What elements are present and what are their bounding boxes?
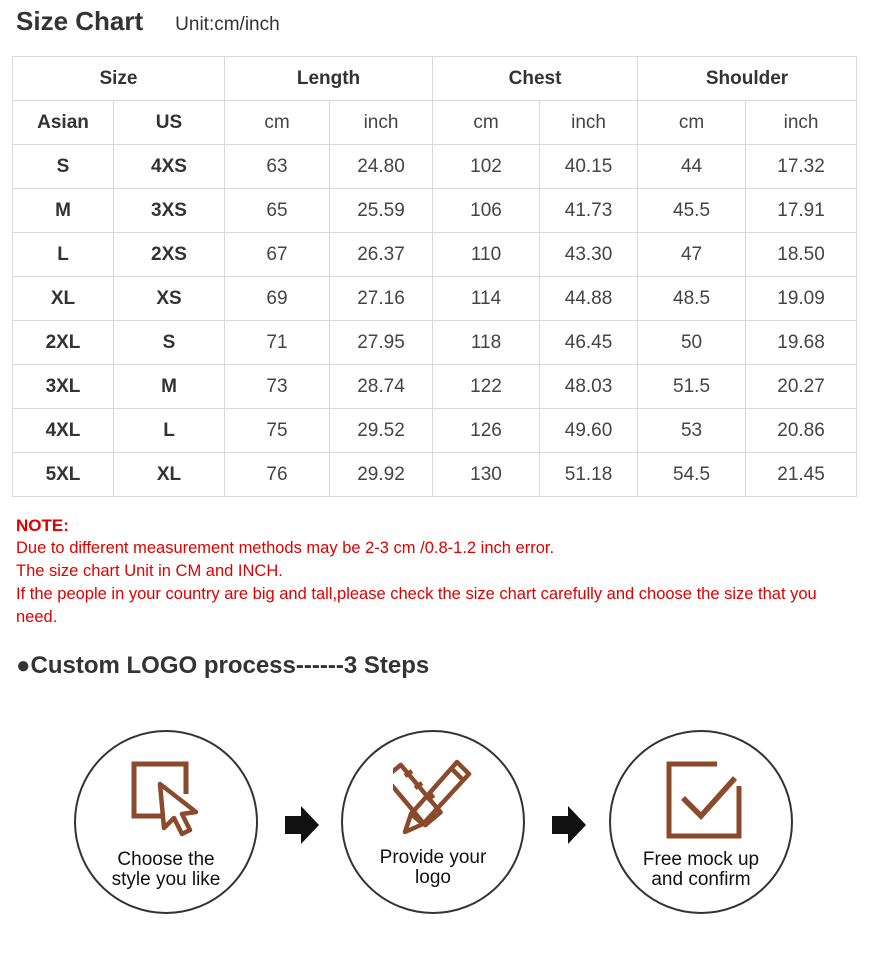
table-cell: L xyxy=(13,233,114,277)
table-cell: 53 xyxy=(638,409,746,453)
table-row xyxy=(13,409,857,453)
table-cell: 50 xyxy=(638,321,746,365)
table-cell: 130 xyxy=(433,453,540,497)
table-cell: S xyxy=(13,145,114,189)
table-cell: 118 xyxy=(433,321,540,365)
table-cell: 114 xyxy=(433,277,540,321)
table-cell: 47 xyxy=(638,233,746,277)
table-cell: 65 xyxy=(225,189,330,233)
header-chest: Chest xyxy=(433,57,638,101)
pencil-ruler-icon xyxy=(393,754,477,842)
table-cell: 41.73 xyxy=(540,189,638,233)
header-shoulder: Shoulder xyxy=(638,57,857,101)
table-cell: 67 xyxy=(225,233,330,277)
table-cell: 20.27 xyxy=(746,365,857,409)
table-cell: 26.37 xyxy=(330,233,433,277)
header-size: Size xyxy=(13,57,225,101)
step-1-label-line1: Choose the xyxy=(117,849,215,870)
step-3-label-line2: and confirm xyxy=(651,869,751,890)
table-cell: 46.45 xyxy=(540,321,638,365)
table-cell: XS xyxy=(114,277,225,321)
table-cell: 3XS xyxy=(114,189,225,233)
table-cell: 19.68 xyxy=(746,321,857,365)
note-line: Due to different measurement methods may be 2-3 cm /0.8-1.2 inch error. xyxy=(16,539,555,557)
table-cell: 40.15 xyxy=(540,145,638,189)
table-cell: 17.91 xyxy=(746,189,857,233)
header xyxy=(16,6,280,37)
step-1-label-line2: style you like xyxy=(111,869,221,890)
table-row xyxy=(13,321,857,365)
step-3-label-line1: Free mock up xyxy=(642,849,760,870)
table-cell: L xyxy=(114,409,225,453)
sub-header-length-cm: cm xyxy=(225,101,330,145)
table-cell: 4XL xyxy=(13,409,114,453)
table-cell: 2XS xyxy=(114,233,225,277)
table-cell: 126 xyxy=(433,409,540,453)
note-title: NOTE: xyxy=(16,516,69,535)
step-3-circle xyxy=(609,730,793,914)
sub-header-chest-cm: cm xyxy=(433,101,540,145)
table-cell: M xyxy=(114,365,225,409)
table-cell: 29.52 xyxy=(330,409,433,453)
note-block xyxy=(16,514,861,629)
sub-header-row xyxy=(13,101,857,145)
note-line: The size chart Unit in CM and INCH. xyxy=(16,562,283,580)
table-cell: 122 xyxy=(433,365,540,409)
step-2-label-line1: Provide your xyxy=(379,847,487,868)
checkbox-icon xyxy=(663,758,747,842)
table-cell: XL xyxy=(13,277,114,321)
cursor-click-icon xyxy=(124,758,208,842)
table-cell: 106 xyxy=(433,189,540,233)
table-row xyxy=(13,277,857,321)
table-cell: 17.32 xyxy=(746,145,857,189)
table-row xyxy=(13,365,857,409)
process-title: ●Custom LOGO process------3 Steps xyxy=(16,652,430,679)
table-row xyxy=(13,453,857,497)
table-cell: 54.5 xyxy=(638,453,746,497)
table-cell: 27.95 xyxy=(330,321,433,365)
table-cell: 73 xyxy=(225,365,330,409)
table-cell: 2XL xyxy=(13,321,114,365)
step-2-label-line2: logo xyxy=(415,867,451,888)
table-cell: 48.03 xyxy=(540,365,638,409)
table-body xyxy=(13,145,857,497)
table-cell: 25.59 xyxy=(330,189,433,233)
step-2-circle xyxy=(341,730,525,914)
table-row xyxy=(13,145,857,189)
table-cell: 24.80 xyxy=(330,145,433,189)
table-cell: 29.92 xyxy=(330,453,433,497)
group-header-row xyxy=(13,57,857,101)
table-cell: XL xyxy=(114,453,225,497)
table-cell: 45.5 xyxy=(638,189,746,233)
table-cell: 44.88 xyxy=(540,277,638,321)
table-cell: 27.16 xyxy=(330,277,433,321)
table-cell: 44 xyxy=(638,145,746,189)
note-line: If the people in your country are big and tall,please check the size chart carefully and choose the size that you need. xyxy=(16,585,817,626)
table-cell: 18.50 xyxy=(746,233,857,277)
unit-label: Unit:cm/inch xyxy=(175,14,280,35)
arrow-right-icon xyxy=(550,804,588,846)
table-cell: 71 xyxy=(225,321,330,365)
table-cell: 28.74 xyxy=(330,365,433,409)
table-cell: 75 xyxy=(225,409,330,453)
table-cell: 63 xyxy=(225,145,330,189)
arrow-right-icon xyxy=(283,804,321,846)
table-cell: 76 xyxy=(225,453,330,497)
table-cell: 20.86 xyxy=(746,409,857,453)
step-1-circle xyxy=(74,730,258,914)
table-cell: 49.60 xyxy=(540,409,638,453)
sub-header-shoulder-inch: inch xyxy=(746,101,857,145)
table-cell: M xyxy=(13,189,114,233)
table-cell: 110 xyxy=(433,233,540,277)
sub-header-us: US xyxy=(114,101,225,145)
table-cell: 48.5 xyxy=(638,277,746,321)
table-cell: 5XL xyxy=(13,453,114,497)
page-title: Size Chart xyxy=(16,6,144,36)
table-cell: 51.18 xyxy=(540,453,638,497)
sub-header-chest-inch: inch xyxy=(540,101,638,145)
table-cell: 69 xyxy=(225,277,330,321)
table-cell: 51.5 xyxy=(638,365,746,409)
table-cell: 4XS xyxy=(114,145,225,189)
table-cell: 102 xyxy=(433,145,540,189)
sub-header-length-inch: inch xyxy=(330,101,433,145)
size-chart-table xyxy=(12,56,857,497)
table-cell: 3XL xyxy=(13,365,114,409)
table-cell: S xyxy=(114,321,225,365)
table-cell: 19.09 xyxy=(746,277,857,321)
table-cell: 21.45 xyxy=(746,453,857,497)
table-row xyxy=(13,189,857,233)
sub-header-asian: Asian xyxy=(13,101,114,145)
header-length: Length xyxy=(225,57,433,101)
sub-header-shoulder-cm: cm xyxy=(638,101,746,145)
table-row xyxy=(13,233,857,277)
table-cell: 43.30 xyxy=(540,233,638,277)
